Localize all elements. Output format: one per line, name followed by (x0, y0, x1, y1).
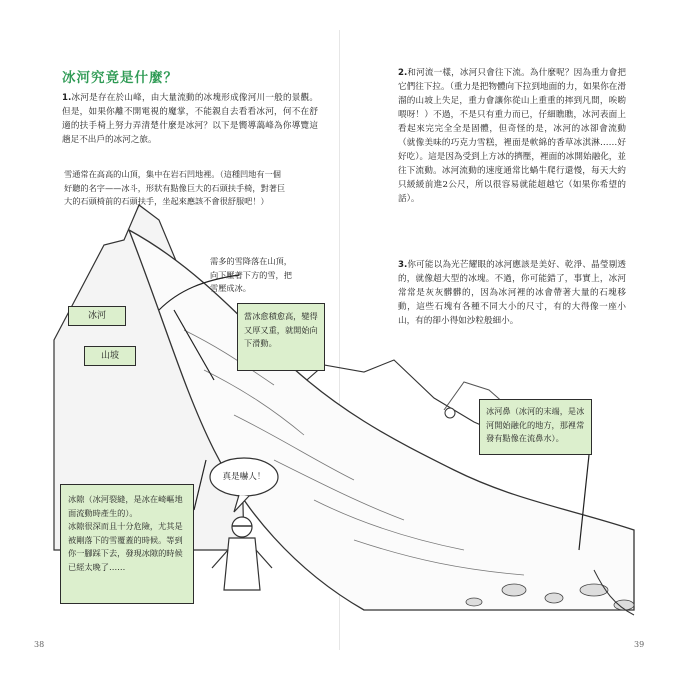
paragraph-2-number: 2. (398, 68, 408, 78)
section-heading: 冰河究竟是什麼？ (62, 70, 178, 86)
label-slope: 山坡 (84, 346, 136, 366)
crevasse-text-2: 冰隙很深而且十分危險，尤其是被剛落下的雪覆蓋的時候。等到你一腳踩下去，發現冰隙的時候已經太晚了…… (68, 521, 183, 572)
page-number-left: 38 (34, 640, 45, 649)
paragraph-1-number: 1. (62, 93, 72, 103)
crevasse-text-1: 冰隙（冰河裂縫，是冰在崎嶇地面流動時產生的）。 (68, 494, 183, 518)
climber-figure (445, 408, 455, 418)
flow-box: 當冰愈積愈高，變得又厚又重，就開始向下滑動。 (237, 303, 325, 371)
page-number-right: 39 (634, 640, 645, 649)
paragraph-2-text: 和河流一樣，冰河只會往下流。為什麼呢？因為重力會把它們往下拉。（重力是把物體向下拉到地面的力，如果你在滑溜的山坡上失足，重力會讓你從山上重重的摔到凡間，唉喲喂呀！）不過，不是只有重力而已，仔細瞧瞧，冰河表面上看起來完完全全是固體，但奇怪的是，冰河的冰卻會流動（就像美味的巧克力雪糕，裡面是軟綿的香草冰淇淋……好好吃）。這是因為受到上方冰的擠壓，裡面的冰開始融化，並往下流動。冰河流動的速度通常比蝸牛爬行還慢，每天大約只緩緩前進2公尺，所以很容易就能超越它（如果你希望的話）。 (398, 68, 626, 204)
paragraph-1-text: 冰河是存在於山峰，由大量流動的冰塊形成像河川一般的景觀。但是，如果你離不開電視的魔掌，不能親自去看看冰河，何不在舒適的扶手椅上努力弄清楚什麼是冰河？以下是嚮導藹峰為你導覽這趟足不出戶的冰河之旅。 (62, 93, 318, 145)
label-glacier: 冰河 (68, 306, 126, 326)
speech-text: 真是嚇人！ (222, 472, 266, 482)
paragraph-3-number: 3. (398, 260, 408, 270)
snow-note: 需多的雪降落在山頂，向下壓著下方的雪，把雪壓成冰。 (210, 256, 292, 293)
top-note: 雪通常在高高的山頂，集中在岩石凹地裡。（這種凹地有一個好聽的名字——冰斗，形狀有點像巨大的石頭扶手椅，對著巨大的石頭椅前的石頭扶手，坐起來應該不會很舒服吧！） (64, 169, 286, 206)
paragraph-1 (62, 91, 318, 147)
snout-box (479, 399, 592, 455)
crevasse-box (60, 484, 194, 604)
paragraph-3-text: 你可能以為光芒耀眼的冰河應該是美好、乾淨、晶瑩剔透的，就像超大型的冰塊。不過，你可能錯了，事實上，冰河常常是灰灰髒髒的，因為冰河裡的冰會帶著大量的石塊移動，這些石塊有各種不同大小的尺寸，有的大得像一座小山，有的卻小得如沙粒般細小。 (398, 260, 626, 326)
snout-text: 冰河鼻（冰河的末端，是冰河開始融化的地方，那裡常發有點像在流鼻水）。 (486, 406, 585, 443)
